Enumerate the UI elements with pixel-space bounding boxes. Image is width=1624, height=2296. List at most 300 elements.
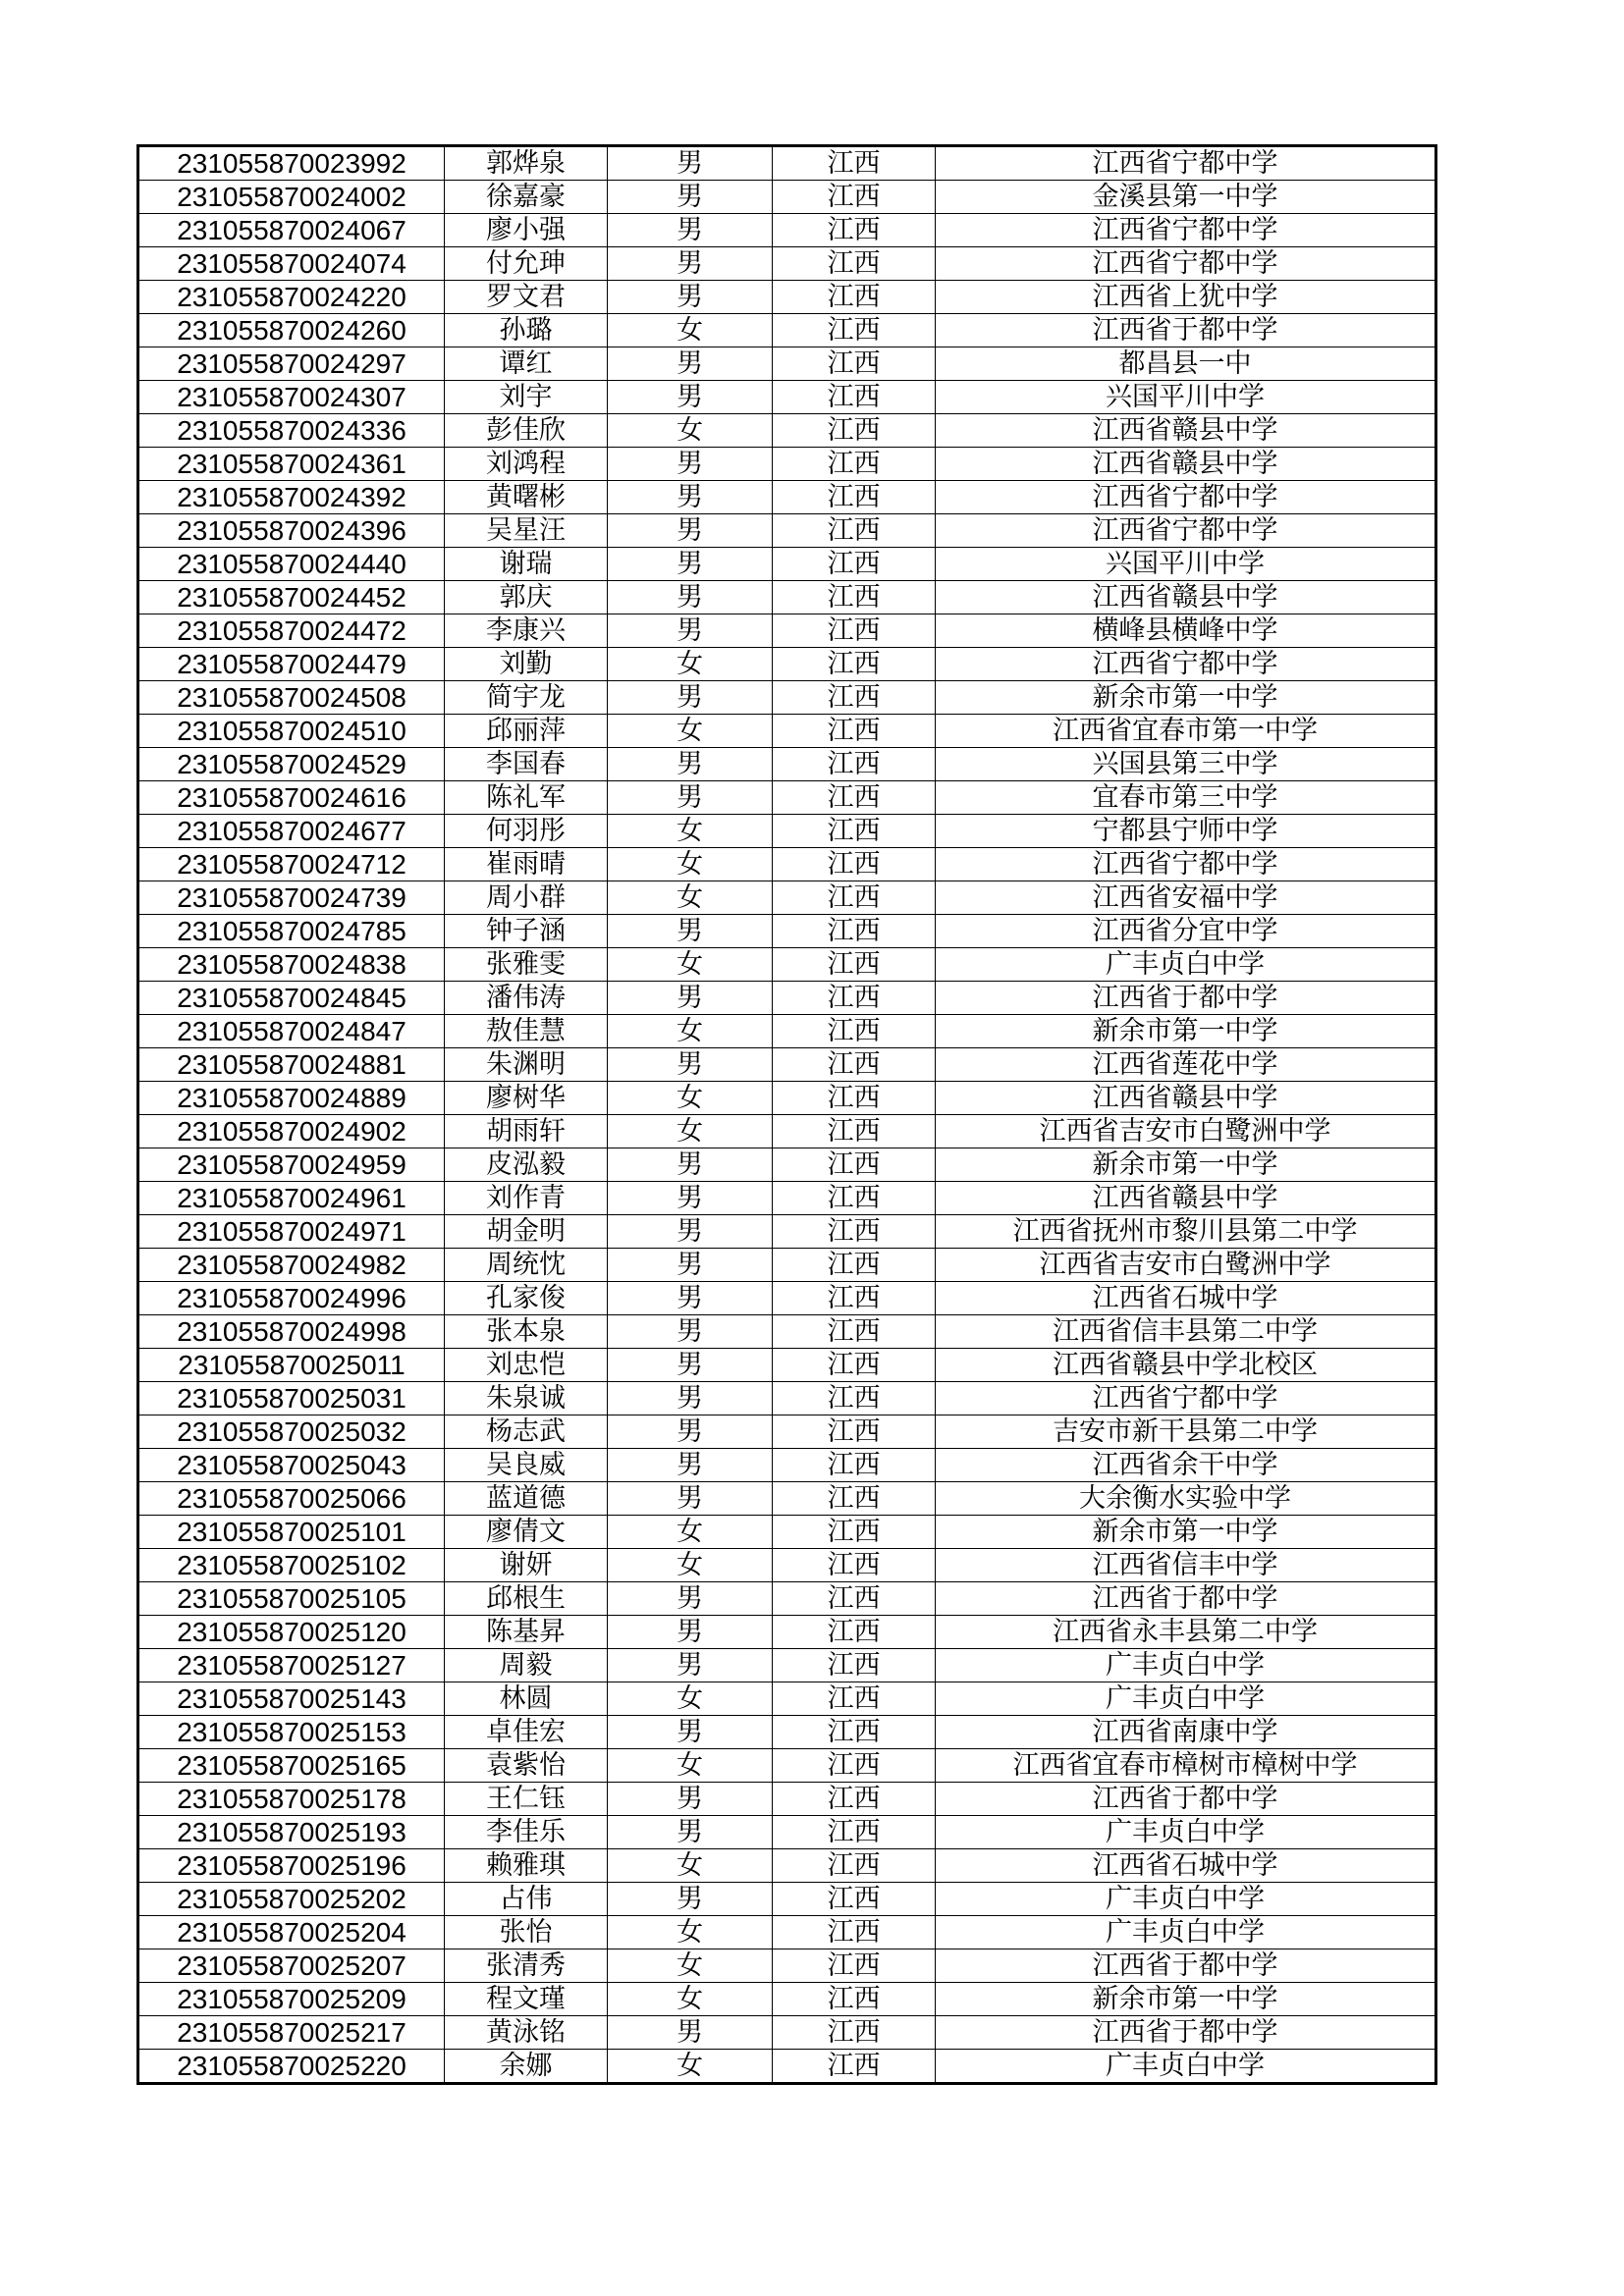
school-cell: 江西省于都中学 xyxy=(936,982,1436,1015)
student-id-cell: 231055870024902 xyxy=(138,1115,445,1148)
student-id-cell: 231055870024982 xyxy=(138,1249,445,1282)
gender-cell: 男 xyxy=(608,1716,773,1749)
province-cell: 江西 xyxy=(773,414,936,448)
student-id-cell: 231055870024959 xyxy=(138,1148,445,1182)
gender-cell: 男 xyxy=(608,614,773,648)
student-id-cell: 231055870024002 xyxy=(138,181,445,214)
student-id-cell: 231055870025120 xyxy=(138,1616,445,1649)
school-cell: 江西省赣县中学 xyxy=(936,1082,1436,1115)
student-id-cell: 231055870025204 xyxy=(138,1916,445,1949)
table-row xyxy=(138,1549,1436,1582)
table-row xyxy=(138,1983,1436,2016)
student-id-cell: 231055870025066 xyxy=(138,1482,445,1516)
student-id-cell: 231055870025032 xyxy=(138,1415,445,1449)
table-row xyxy=(138,1282,1436,1315)
table-row xyxy=(138,1883,1436,1916)
school-cell: 江西省于都中学 xyxy=(936,2016,1436,2050)
table-row xyxy=(138,1516,1436,1549)
table-row xyxy=(138,281,1436,314)
table-row xyxy=(138,1048,1436,1082)
gender-cell: 男 xyxy=(608,1282,773,1315)
student-id-cell: 231055870024845 xyxy=(138,982,445,1015)
student-id-cell: 231055870025105 xyxy=(138,1582,445,1616)
school-cell: 江西省南康中学 xyxy=(936,1716,1436,1749)
student-id-cell: 231055870025207 xyxy=(138,1949,445,1983)
name-cell: 谭红 xyxy=(445,347,608,381)
student-id-cell: 231055870025165 xyxy=(138,1749,445,1783)
student-id-cell: 231055870025217 xyxy=(138,2016,445,2050)
name-cell: 胡金明 xyxy=(445,1215,608,1249)
student-id-cell: 231055870024396 xyxy=(138,514,445,548)
province-cell: 江西 xyxy=(773,1582,936,1616)
name-cell: 罗文君 xyxy=(445,281,608,314)
table-row xyxy=(138,1716,1436,1749)
province-cell: 江西 xyxy=(773,948,936,982)
student-id-cell: 231055870024712 xyxy=(138,848,445,881)
student-id-cell: 231055870024677 xyxy=(138,815,445,848)
name-cell: 杨志武 xyxy=(445,1415,608,1449)
school-cell: 广丰贞白中学 xyxy=(936,1883,1436,1916)
province-cell: 江西 xyxy=(773,281,936,314)
student-id-cell: 231055870024452 xyxy=(138,581,445,614)
province-cell: 江西 xyxy=(773,1182,936,1215)
province-cell: 江西 xyxy=(773,748,936,781)
name-cell: 孙璐 xyxy=(445,314,608,347)
student-id-cell: 231055870024881 xyxy=(138,1048,445,1082)
student-id-cell: 231055870024529 xyxy=(138,748,445,781)
school-cell: 江西省安福中学 xyxy=(936,881,1436,915)
gender-cell: 男 xyxy=(608,1783,773,1816)
gender-cell: 男 xyxy=(608,281,773,314)
table-row xyxy=(138,681,1436,715)
school-cell: 江西省宁都中学 xyxy=(936,514,1436,548)
gender-cell: 女 xyxy=(608,414,773,448)
student-id-cell: 231055870024074 xyxy=(138,247,445,281)
name-cell: 李国春 xyxy=(445,748,608,781)
province-cell: 江西 xyxy=(773,1949,936,1983)
gender-cell: 男 xyxy=(608,181,773,214)
table-row xyxy=(138,347,1436,381)
gender-cell: 男 xyxy=(608,1048,773,1082)
student-id-cell: 231055870024336 xyxy=(138,414,445,448)
gender-cell: 男 xyxy=(608,781,773,815)
name-cell: 彭佳欣 xyxy=(445,414,608,448)
name-cell: 李康兴 xyxy=(445,614,608,648)
table-row xyxy=(138,146,1436,181)
school-cell: 新余市第一中学 xyxy=(936,1983,1436,2016)
province-cell: 江西 xyxy=(773,347,936,381)
gender-cell: 女 xyxy=(608,314,773,347)
roster-body xyxy=(138,146,1436,2084)
province-cell: 江西 xyxy=(773,548,936,581)
table-row xyxy=(138,1816,1436,1849)
province-cell: 江西 xyxy=(773,247,936,281)
name-cell: 赖雅琪 xyxy=(445,1849,608,1883)
name-cell: 廖倩文 xyxy=(445,1516,608,1549)
table-row xyxy=(138,1616,1436,1649)
province-cell: 江西 xyxy=(773,2050,936,2084)
name-cell: 刘勤 xyxy=(445,648,608,681)
school-cell: 宜春市第三中学 xyxy=(936,781,1436,815)
name-cell: 简宇龙 xyxy=(445,681,608,715)
province-cell: 江西 xyxy=(773,1115,936,1148)
gender-cell: 男 xyxy=(608,1649,773,1682)
province-cell: 江西 xyxy=(773,1849,936,1883)
province-cell: 江西 xyxy=(773,1148,936,1182)
table-row xyxy=(138,1215,1436,1249)
gender-cell: 男 xyxy=(608,681,773,715)
table-row xyxy=(138,815,1436,848)
school-cell: 江西省抚州市黎川县第二中学 xyxy=(936,1215,1436,1249)
school-cell: 江西省莲花中学 xyxy=(936,1048,1436,1082)
name-cell: 王仁钰 xyxy=(445,1783,608,1816)
name-cell: 敖佳慧 xyxy=(445,1015,608,1048)
student-id-cell: 231055870024996 xyxy=(138,1282,445,1315)
student-id-cell: 231055870025193 xyxy=(138,1816,445,1849)
province-cell: 江西 xyxy=(773,1282,936,1315)
school-cell: 兴国平川中学 xyxy=(936,381,1436,414)
province-cell: 江西 xyxy=(773,815,936,848)
school-cell: 江西省余干中学 xyxy=(936,1449,1436,1482)
name-cell: 付允珅 xyxy=(445,247,608,281)
school-cell: 江西省永丰县第二中学 xyxy=(936,1616,1436,1649)
name-cell: 张本泉 xyxy=(445,1315,608,1349)
student-id-cell: 231055870024998 xyxy=(138,1315,445,1349)
school-cell: 江西省宁都中学 xyxy=(936,146,1436,181)
name-cell: 吴星汪 xyxy=(445,514,608,548)
student-id-cell: 231055870025209 xyxy=(138,1983,445,2016)
school-cell: 江西省宜春市第一中学 xyxy=(936,715,1436,748)
name-cell: 张雅雯 xyxy=(445,948,608,982)
student-id-cell: 231055870025102 xyxy=(138,1549,445,1582)
student-id-cell: 231055870024220 xyxy=(138,281,445,314)
school-cell: 吉安市新干县第二中学 xyxy=(936,1415,1436,1449)
name-cell: 程文瑾 xyxy=(445,1983,608,2016)
table-row xyxy=(138,214,1436,247)
student-id-cell: 231055870024307 xyxy=(138,381,445,414)
province-cell: 江西 xyxy=(773,1082,936,1115)
gender-cell: 男 xyxy=(608,1582,773,1616)
gender-cell: 女 xyxy=(608,1082,773,1115)
table-row xyxy=(138,1115,1436,1148)
table-row xyxy=(138,181,1436,214)
name-cell: 林圆 xyxy=(445,1682,608,1716)
gender-cell: 男 xyxy=(608,982,773,1015)
name-cell: 刘忠恺 xyxy=(445,1349,608,1382)
table-row xyxy=(138,1849,1436,1883)
school-cell: 江西省于都中学 xyxy=(936,1949,1436,1983)
gender-cell: 男 xyxy=(608,481,773,514)
name-cell: 蓝道德 xyxy=(445,1482,608,1516)
name-cell: 张怡 xyxy=(445,1916,608,1949)
student-id-cell: 231055870024508 xyxy=(138,681,445,715)
gender-cell: 女 xyxy=(608,948,773,982)
gender-cell: 女 xyxy=(608,648,773,681)
gender-cell: 男 xyxy=(608,1415,773,1449)
school-cell: 新余市第一中学 xyxy=(936,1516,1436,1549)
student-id-cell: 231055870025011 xyxy=(138,1349,445,1382)
province-cell: 江西 xyxy=(773,881,936,915)
province-cell: 江西 xyxy=(773,1749,936,1783)
table-row xyxy=(138,1148,1436,1182)
province-cell: 江西 xyxy=(773,1983,936,2016)
name-cell: 廖小强 xyxy=(445,214,608,247)
name-cell: 郭烨泉 xyxy=(445,146,608,181)
province-cell: 江西 xyxy=(773,1315,936,1349)
table-row xyxy=(138,314,1436,347)
name-cell: 钟子涵 xyxy=(445,915,608,948)
name-cell: 孔家俊 xyxy=(445,1282,608,1315)
table-row xyxy=(138,481,1436,514)
gender-cell: 女 xyxy=(608,1115,773,1148)
gender-cell: 男 xyxy=(608,146,773,181)
school-cell: 江西省赣县中学 xyxy=(936,448,1436,481)
gender-cell: 男 xyxy=(608,1249,773,1282)
student-id-cell: 231055870024971 xyxy=(138,1215,445,1249)
province-cell: 江西 xyxy=(773,1215,936,1249)
gender-cell: 男 xyxy=(608,381,773,414)
name-cell: 谢妍 xyxy=(445,1549,608,1582)
name-cell: 郭庆 xyxy=(445,581,608,614)
student-id-cell: 231055870024510 xyxy=(138,715,445,748)
province-cell: 江西 xyxy=(773,1249,936,1282)
province-cell: 江西 xyxy=(773,614,936,648)
gender-cell: 男 xyxy=(608,347,773,381)
province-cell: 江西 xyxy=(773,514,936,548)
school-cell: 江西省分宜中学 xyxy=(936,915,1436,948)
name-cell: 黄曙彬 xyxy=(445,481,608,514)
province-cell: 江西 xyxy=(773,1883,936,1916)
gender-cell: 男 xyxy=(608,1215,773,1249)
province-cell: 江西 xyxy=(773,982,936,1015)
province-cell: 江西 xyxy=(773,448,936,481)
gender-cell: 男 xyxy=(608,2016,773,2050)
name-cell: 刘鸿程 xyxy=(445,448,608,481)
table-row xyxy=(138,1415,1436,1449)
table-row xyxy=(138,648,1436,681)
name-cell: 周毅 xyxy=(445,1649,608,1682)
name-cell: 张清秀 xyxy=(445,1949,608,1983)
name-cell: 袁紫怡 xyxy=(445,1749,608,1783)
name-cell: 崔雨晴 xyxy=(445,848,608,881)
name-cell: 刘作青 xyxy=(445,1182,608,1215)
school-cell: 宁都县宁师中学 xyxy=(936,815,1436,848)
table-row xyxy=(138,1082,1436,1115)
student-id-cell: 231055870024616 xyxy=(138,781,445,815)
student-id-cell: 231055870025043 xyxy=(138,1449,445,1482)
table-row xyxy=(138,448,1436,481)
gender-cell: 男 xyxy=(608,214,773,247)
gender-cell: 男 xyxy=(608,514,773,548)
gender-cell: 男 xyxy=(608,1382,773,1415)
name-cell: 潘伟涛 xyxy=(445,982,608,1015)
table-row xyxy=(138,247,1436,281)
school-cell: 江西省宁都中学 xyxy=(936,214,1436,247)
table-row xyxy=(138,715,1436,748)
province-cell: 江西 xyxy=(773,1816,936,1849)
gender-cell: 男 xyxy=(608,1616,773,1649)
name-cell: 李佳乐 xyxy=(445,1816,608,1849)
province-cell: 江西 xyxy=(773,581,936,614)
table-row xyxy=(138,1783,1436,1816)
gender-cell: 男 xyxy=(608,1883,773,1916)
province-cell: 江西 xyxy=(773,848,936,881)
school-cell: 江西省石城中学 xyxy=(936,1849,1436,1883)
province-cell: 江西 xyxy=(773,915,936,948)
student-id-cell: 231055870025178 xyxy=(138,1783,445,1816)
table-row xyxy=(138,1749,1436,1783)
gender-cell: 男 xyxy=(608,581,773,614)
name-cell: 朱渊明 xyxy=(445,1048,608,1082)
gender-cell: 女 xyxy=(608,715,773,748)
school-cell: 大余衡水实验中学 xyxy=(936,1482,1436,1516)
student-id-cell: 231055870025196 xyxy=(138,1849,445,1883)
province-cell: 江西 xyxy=(773,481,936,514)
student-id-cell: 231055870024889 xyxy=(138,1082,445,1115)
school-cell: 广丰贞白中学 xyxy=(936,1916,1436,1949)
school-cell: 江西省赣县中学 xyxy=(936,414,1436,448)
gender-cell: 女 xyxy=(608,1949,773,1983)
name-cell: 周统忱 xyxy=(445,1249,608,1282)
gender-cell: 女 xyxy=(608,848,773,881)
province-cell: 江西 xyxy=(773,648,936,681)
table-row xyxy=(138,1949,1436,1983)
table-row xyxy=(138,614,1436,648)
student-id-cell: 231055870024739 xyxy=(138,881,445,915)
table-row xyxy=(138,381,1436,414)
school-cell: 兴国平川中学 xyxy=(936,548,1436,581)
table-row xyxy=(138,982,1436,1015)
student-id-cell: 231055870023992 xyxy=(138,146,445,181)
table-row xyxy=(138,1382,1436,1415)
gender-cell: 女 xyxy=(608,1516,773,1549)
school-cell: 江西省吉安市白鹭洲中学 xyxy=(936,1115,1436,1148)
student-id-cell: 231055870024297 xyxy=(138,347,445,381)
school-cell: 广丰贞白中学 xyxy=(936,948,1436,982)
name-cell: 刘宇 xyxy=(445,381,608,414)
province-cell: 江西 xyxy=(773,1382,936,1415)
table-row xyxy=(138,1315,1436,1349)
name-cell: 占伟 xyxy=(445,1883,608,1916)
school-cell: 金溪县第一中学 xyxy=(936,181,1436,214)
gender-cell: 男 xyxy=(608,548,773,581)
school-cell: 江西省宁都中学 xyxy=(936,848,1436,881)
province-cell: 江西 xyxy=(773,1048,936,1082)
province-cell: 江西 xyxy=(773,214,936,247)
gender-cell: 女 xyxy=(608,1549,773,1582)
gender-cell: 女 xyxy=(608,1749,773,1783)
province-cell: 江西 xyxy=(773,314,936,347)
province-cell: 江西 xyxy=(773,1783,936,1816)
school-cell: 江西省于都中学 xyxy=(936,1783,1436,1816)
table-row xyxy=(138,514,1436,548)
table-row xyxy=(138,2050,1436,2084)
school-cell: 新余市第一中学 xyxy=(936,681,1436,715)
gender-cell: 男 xyxy=(608,448,773,481)
name-cell: 卓佳宏 xyxy=(445,1716,608,1749)
gender-cell: 男 xyxy=(608,1315,773,1349)
table-row xyxy=(138,2016,1436,2050)
province-cell: 江西 xyxy=(773,1482,936,1516)
student-id-cell: 231055870024472 xyxy=(138,614,445,648)
student-id-cell: 231055870024785 xyxy=(138,915,445,948)
school-cell: 江西省上犹中学 xyxy=(936,281,1436,314)
gender-cell: 男 xyxy=(608,247,773,281)
school-cell: 兴国县第三中学 xyxy=(936,748,1436,781)
gender-cell: 女 xyxy=(608,1015,773,1048)
student-id-cell: 231055870024260 xyxy=(138,314,445,347)
school-cell: 都昌县一中 xyxy=(936,347,1436,381)
table-row xyxy=(138,414,1436,448)
school-cell: 江西省于都中学 xyxy=(936,1582,1436,1616)
table-row xyxy=(138,1916,1436,1949)
gender-cell: 女 xyxy=(608,815,773,848)
table-row xyxy=(138,1449,1436,1482)
province-cell: 江西 xyxy=(773,1682,936,1716)
table-row xyxy=(138,1682,1436,1716)
table-row xyxy=(138,548,1436,581)
school-cell: 新余市第一中学 xyxy=(936,1148,1436,1182)
name-cell: 胡雨轩 xyxy=(445,1115,608,1148)
table-row xyxy=(138,1015,1436,1048)
gender-cell: 女 xyxy=(608,1916,773,1949)
table-row xyxy=(138,1582,1436,1616)
table-row xyxy=(138,781,1436,815)
name-cell: 陈基昇 xyxy=(445,1616,608,1649)
school-cell: 江西省石城中学 xyxy=(936,1282,1436,1315)
name-cell: 邱根生 xyxy=(445,1582,608,1616)
school-cell: 江西省宜春市樟树市樟树中学 xyxy=(936,1749,1436,1783)
student-id-cell: 231055870024440 xyxy=(138,548,445,581)
gender-cell: 女 xyxy=(608,881,773,915)
student-id-cell: 231055870024361 xyxy=(138,448,445,481)
student-id-cell: 231055870024838 xyxy=(138,948,445,982)
school-cell: 广丰贞白中学 xyxy=(936,1649,1436,1682)
name-cell: 朱泉诚 xyxy=(445,1382,608,1415)
table-row xyxy=(138,1649,1436,1682)
name-cell: 廖树华 xyxy=(445,1082,608,1115)
province-cell: 江西 xyxy=(773,1549,936,1582)
school-cell: 新余市第一中学 xyxy=(936,1015,1436,1048)
student-id-cell: 231055870025031 xyxy=(138,1382,445,1415)
gender-cell: 男 xyxy=(608,1182,773,1215)
table-row xyxy=(138,1349,1436,1382)
province-cell: 江西 xyxy=(773,1415,936,1449)
table-row xyxy=(138,848,1436,881)
name-cell: 谢瑞 xyxy=(445,548,608,581)
province-cell: 江西 xyxy=(773,781,936,815)
province-cell: 江西 xyxy=(773,715,936,748)
name-cell: 黄泳铭 xyxy=(445,2016,608,2050)
school-cell: 江西省宁都中学 xyxy=(936,648,1436,681)
student-id-cell: 231055870025127 xyxy=(138,1649,445,1682)
student-id-cell: 231055870024392 xyxy=(138,481,445,514)
school-cell: 江西省赣县中学 xyxy=(936,581,1436,614)
gender-cell: 男 xyxy=(608,915,773,948)
table-row xyxy=(138,1249,1436,1282)
table-row xyxy=(138,881,1436,915)
gender-cell: 男 xyxy=(608,748,773,781)
student-id-cell: 231055870024961 xyxy=(138,1182,445,1215)
name-cell: 徐嘉豪 xyxy=(445,181,608,214)
school-cell: 江西省于都中学 xyxy=(936,314,1436,347)
province-cell: 江西 xyxy=(773,1449,936,1482)
student-id-cell: 231055870024067 xyxy=(138,214,445,247)
gender-cell: 女 xyxy=(608,1983,773,2016)
gender-cell: 女 xyxy=(608,1849,773,1883)
gender-cell: 男 xyxy=(608,1148,773,1182)
student-id-cell: 231055870025143 xyxy=(138,1682,445,1716)
